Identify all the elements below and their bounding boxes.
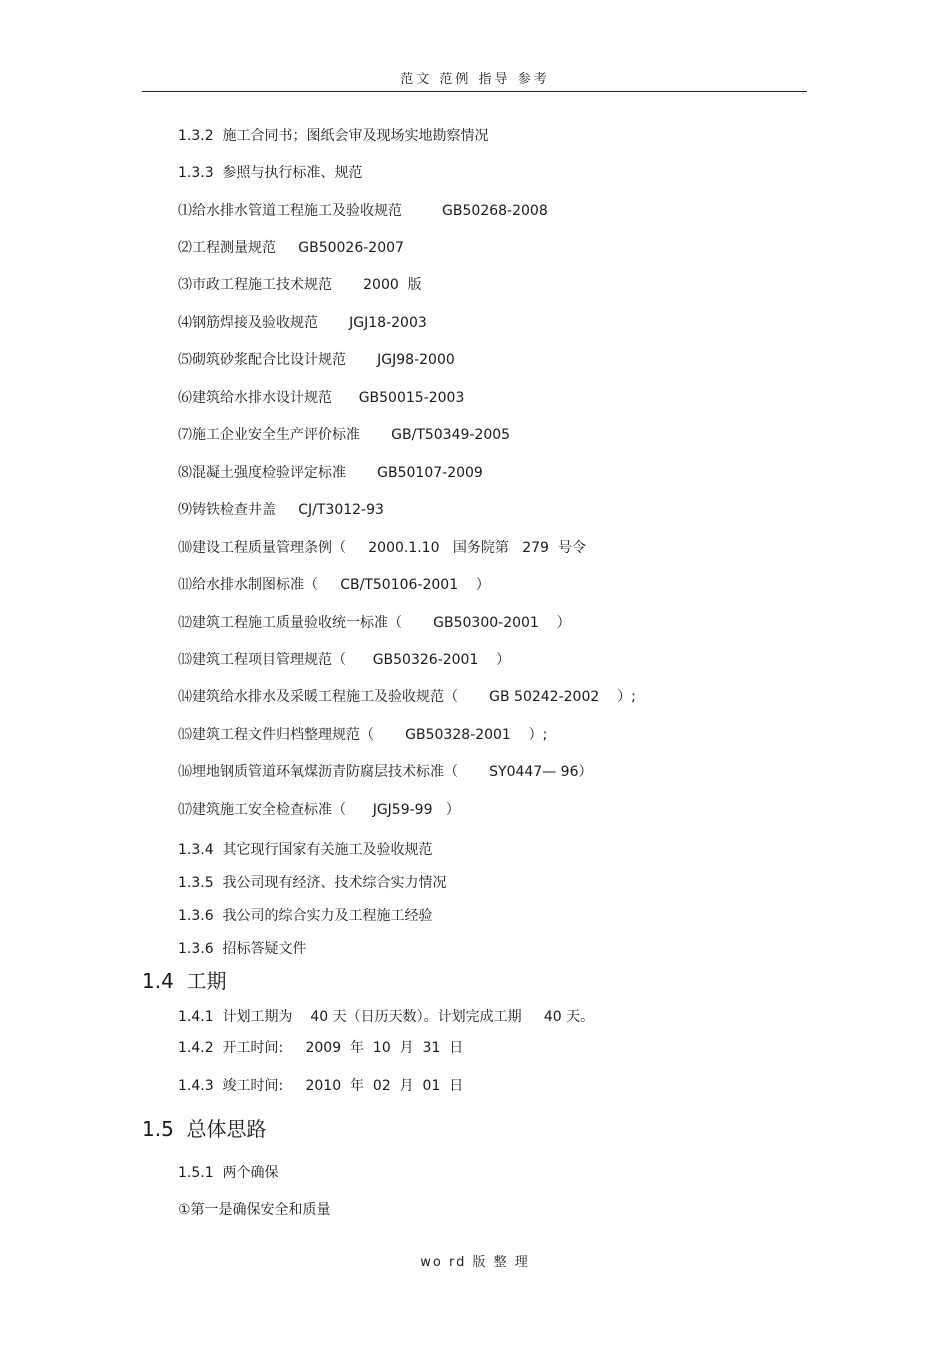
page-header: 范文 范例 指导 参考: [400, 72, 550, 87]
section-1-4-1: 1.4.1 计划工期为 40 天（日历天数）。计划完成工期 40 天。: [178, 1009, 595, 1025]
section-1-3-6a: 1.3.6 我公司的综合实力及工程施工经验: [178, 908, 433, 924]
standard-item-3: ⑶市政工程施工技术规范 2000 版: [178, 277, 422, 293]
standard-item-11: ⑾给水排水制图标准（ CB/T50106-2001 ）: [178, 577, 490, 593]
heading-1-5: 1.5 总体思路: [142, 1117, 267, 1141]
standard-item-17: ⒄建筑施工安全检查标准（ JGJ59-99 ）: [178, 802, 460, 818]
standard-item-14: ⒁建筑给水排水及采暖工程施工及验收规范（ GB 50242-2002 ）;: [178, 689, 636, 705]
standard-item-9: ⑼铸铁检查井盖 CJ/T3012-93: [178, 502, 384, 518]
section-1-3-3: 1.3.3 参照与执行标准、规范: [178, 165, 363, 181]
standard-item-10: ⑽建设工程质量管理条例（ 2000.1.10 国务院第 279 号令: [178, 540, 586, 556]
page-footer: wo rd 版 整 理: [420, 1255, 530, 1270]
standard-item-2: ⑵工程测量规范 GB50026-2007: [178, 240, 404, 256]
section-1-4-2: 1.4.2 开工时间: 2009 年 10 月 31 日: [178, 1040, 464, 1056]
standard-item-7: ⑺施工企业安全生产评价标准 GB/T50349-2005: [178, 427, 511, 443]
section-1-5-1: 1.5.1 两个确保: [178, 1165, 279, 1181]
standard-item-13: ⒀建筑工程项目管理规范（ GB50326-2001 ）: [178, 652, 511, 668]
section-1-3-2: 1.3.2 施工合同书；图纸会审及现场实地勘察情况: [178, 128, 489, 144]
standard-item-5: ⑸砌筑砂浆配合比设计规范 JGJ98-2000: [178, 352, 455, 368]
section-1-3-6b: 1.3.6 招标答疑文件: [178, 941, 307, 957]
section-1-4-3: 1.4.3 竣工时间: 2010 年 02 月 01 日: [178, 1078, 464, 1094]
heading-1-4: 1.4 工期: [142, 969, 227, 993]
section-1-3-5: 1.3.5 我公司现有经济、技术综合实力情况: [178, 875, 447, 891]
header-rule: [142, 91, 807, 92]
list-item-first-goal: ①第一是确保安全和质量: [178, 1202, 331, 1218]
standard-item-8: ⑻混凝土强度检验评定标准 GB50107-2009: [178, 465, 483, 481]
standard-item-4: ⑷钢筋焊接及验收规范 JGJ18-2003: [178, 315, 427, 331]
standard-item-1: ⑴给水排水管道工程施工及验收规范 GB50268-2008: [178, 203, 548, 219]
section-1-3-4: 1.3.4 其它现行国家有关施工及验收规范: [178, 842, 433, 858]
standard-item-12: ⑿建筑工程施工质量验收统一标准（ GB50300-2001 ）: [178, 615, 571, 631]
standard-item-6: ⑹建筑给水排水设计规范 GB50015-2003: [178, 390, 465, 406]
standard-item-16: ⒃埋地钢质管道环氧煤沥青防腐层技术标准（ SY0447— 96）: [178, 764, 593, 780]
standard-item-15: ⒂建筑工程文件归档整理规范（ GB50328-2001 ）;: [178, 727, 548, 743]
